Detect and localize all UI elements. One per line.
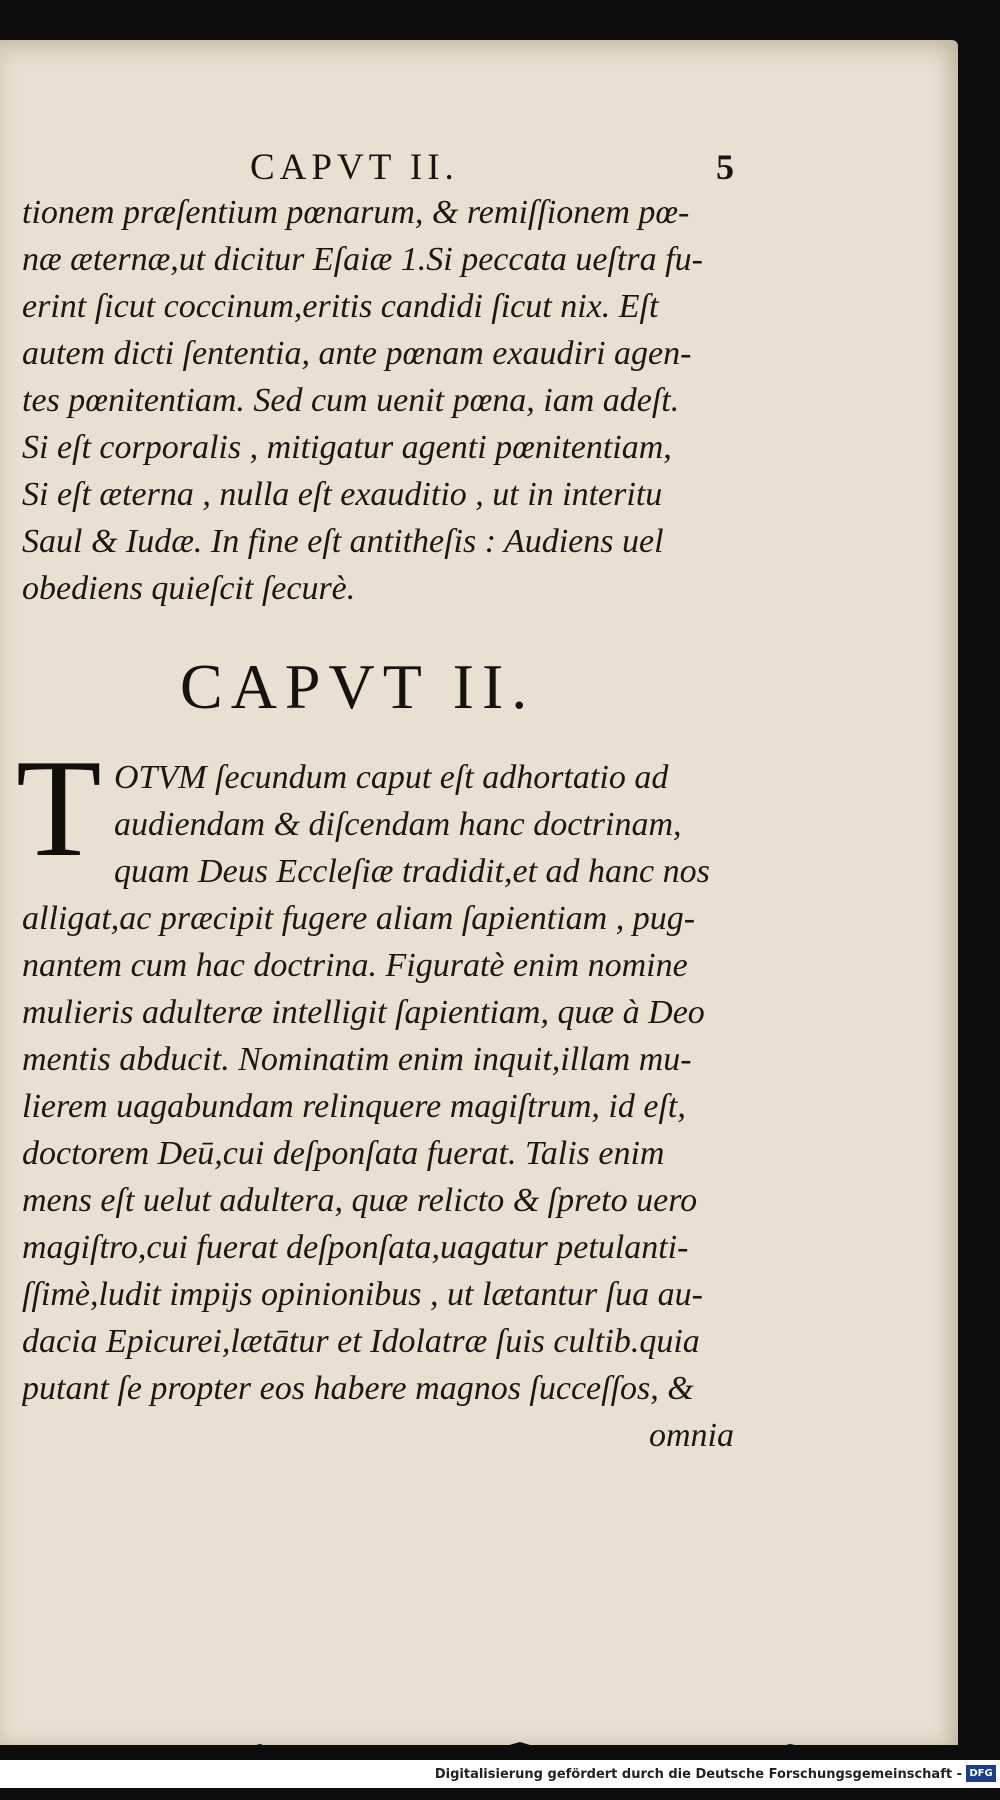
text-line: tionem præſentium pœnarum, & remiſſionem pœ- [22,194,690,231]
text-line: putant ſe propter eos habere magnos ſucceſſos, & [22,1370,694,1407]
dfg-logo: DFG [966,1765,996,1782]
running-head: CAPVT II. [250,147,459,188]
text-line: alligat,ac præcipit fugere aliam ſapientiam , pug- [22,900,696,937]
text-line: obediens quieſcit ſecurè. [22,570,356,607]
digitization-footer [0,1760,1000,1788]
text-line: ſſimè,ludit impijs opinionibus , ut lætantur ſua au- [22,1276,703,1313]
text-line: Si eſt æterna , nulla eſt exauditio , ut in interitu [22,476,663,513]
text-line: OTVM ſecundum caput eſt adhortatio ad [114,759,669,796]
text-line: dacia Epicurei,lætātur et Idolatræ ſuis cultib.quia [22,1323,700,1360]
text-line: erint ſicut coccinum,eritis candidi ſicut nix. Eſt [22,288,659,325]
drop-initial: T [16,731,102,886]
text-line: autem dicti ſententia, ante pœnam exaudiri agen- [22,335,692,372]
chapter-heading: CAPVT II. [180,651,536,722]
text-line: doctorem Deū,cui deſponſata fuerat. Talis enim [22,1135,665,1172]
footer-credit: Digitalisierung gefördert durch die Deutsche Forschungsgemeinschaft - [434,1767,962,1782]
text-line: næ æternæ,ut dicitur Eſaiæ 1.Si peccata ueſtra fu- [22,241,703,278]
text-line: Si eſt corporalis , mitigatur agenti pœnitentiam, [22,429,672,466]
text-line: quam Deus Eccleſiæ tradidit,et ad hanc nos [114,853,710,890]
text-line: magiſtro,cui fuerat deſponſata,uagatur petulanti- [22,1229,689,1266]
text-line: audiendam & diſcendam hanc doctrinam, [114,806,682,843]
text-line: nantem cum hac doctrina. Figuratè enim nomine [22,947,688,984]
text-line: tes pœnitentiam. Sed cum uenit pœna, iam adeſt. [22,382,680,419]
chapter-paragraph [22,754,742,1459]
text-line: lierem uagabundam relinquere magiſtrum, id eſt, [22,1088,686,1125]
page-number: 5 [716,147,734,187]
paragraph-continuation [22,189,742,612]
text-line: mentis abducit. Nominatim enim inquit,illam mu- [22,1041,692,1078]
text-line: mulieris adulteræ intelligit ſapientiam, quæ à Deo [22,994,705,1031]
text-line: Saul & Iudæ. In fine eſt antitheſis : Audiens uel [22,523,664,560]
catchword: omnia [649,1417,734,1454]
text-line: mens eſt uelut adultera, quæ relicto & ſpreto uero [22,1182,698,1219]
